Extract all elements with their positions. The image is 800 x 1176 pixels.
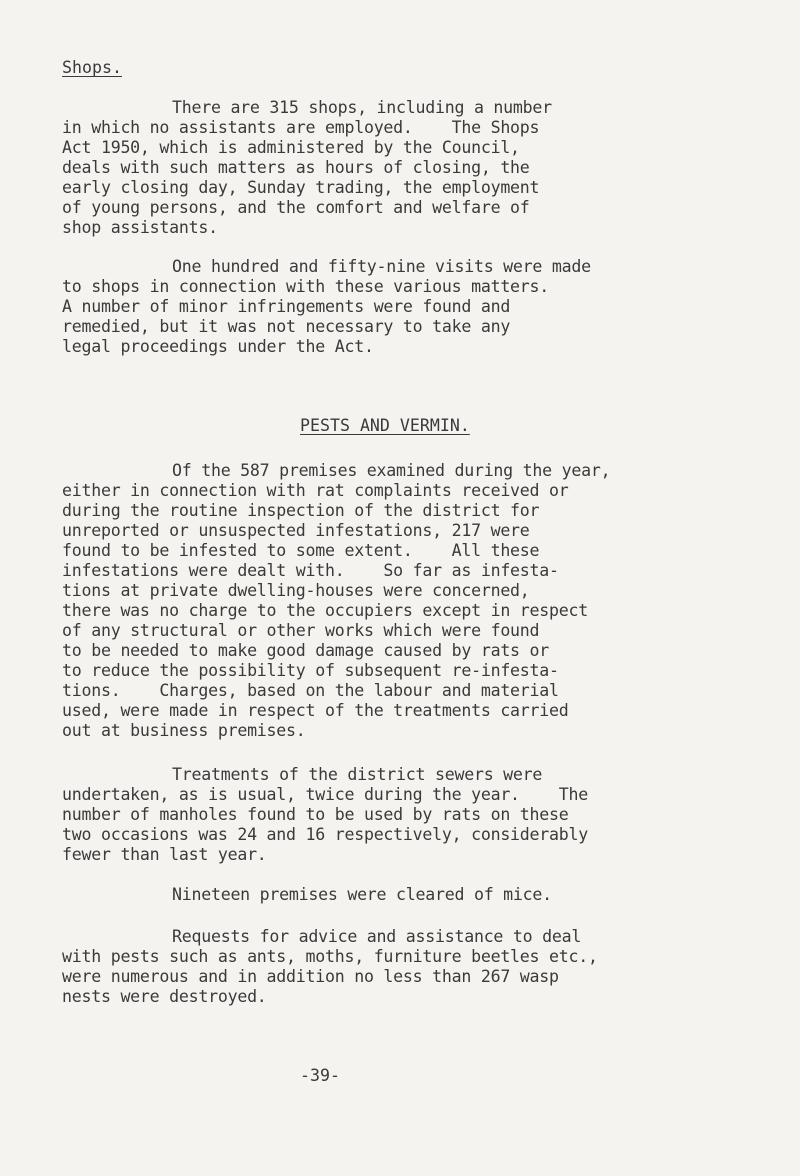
- text-line: fewer than last year.: [62, 845, 267, 864]
- text-line: to reduce the possibility of subsequent re-infesta-: [62, 661, 559, 680]
- text-line: Act 1950, which is administered by the Council,: [62, 138, 520, 157]
- text-line: to be needed to make good damage caused by rats or: [62, 641, 550, 660]
- text-line: during the routine inspection of the district for: [62, 501, 540, 520]
- text-line: there was no charge to the occupiers except in respect: [62, 601, 588, 620]
- text-line: used, were made in respect of the treatments carried: [62, 701, 569, 720]
- text-line: out at business premises.: [62, 721, 306, 740]
- text-line: in which no assistants are employed. The Shops: [62, 118, 540, 137]
- text-line: two occasions was 24 and 16 respectively, considerably: [62, 825, 588, 844]
- text-line: tions at private dwelling-houses were concerned,: [62, 581, 530, 600]
- text-line: legal proceedings under the Act.: [62, 337, 374, 356]
- text-line: Nineteen premises were cleared of mice.: [172, 885, 552, 904]
- text-line: Treatments of the district sewers were: [172, 765, 543, 784]
- text-line: A number of minor infringements were found and: [62, 297, 511, 316]
- section-heading-shops: Shops.: [62, 58, 122, 77]
- text-line: of young persons, and the comfort and welfare of: [62, 198, 530, 217]
- text-line: Requests for advice and assistance to deal: [172, 927, 582, 946]
- text-line: with pests such as ants, moths, furniture beetles etc.,: [62, 947, 598, 966]
- text-line: early closing day, Sunday trading, the employment: [62, 178, 540, 197]
- text-line: of any structural or other works which were found: [62, 621, 540, 640]
- text-line: tions. Charges, based on the labour and material: [62, 681, 559, 700]
- page-number: -39-: [300, 1066, 340, 1085]
- text-line: were numerous and in addition no less than 267 wasp: [62, 967, 559, 986]
- text-line: to shops in connection with these various matters.: [62, 277, 550, 296]
- text-line: nests were destroyed.: [62, 987, 267, 1006]
- section-heading-pests: PESTS AND VERMIN.: [300, 416, 470, 435]
- text-line: unreported or unsuspected infestations, 217 were: [62, 521, 530, 540]
- text-line: shop assistants.: [62, 218, 218, 237]
- text-line: Of the 587 premises examined during the year,: [172, 461, 611, 480]
- text-line: either in connection with rat complaints received or: [62, 481, 569, 500]
- text-line: There are 315 shops, including a number: [172, 98, 552, 117]
- text-line: remedied, but it was not necessary to take any: [62, 317, 511, 336]
- text-line: deals with such matters as hours of closing, the: [62, 158, 530, 177]
- text-line: number of manholes found to be used by rats on these: [62, 805, 569, 824]
- text-line: undertaken, as is usual, twice during the year. The: [62, 785, 588, 804]
- text-line: infestations were dealt with. So far as infesta-: [62, 561, 559, 580]
- text-line: found to be infested to some extent. All these: [62, 541, 540, 560]
- text-line: One hundred and fifty-nine visits were made: [172, 257, 591, 276]
